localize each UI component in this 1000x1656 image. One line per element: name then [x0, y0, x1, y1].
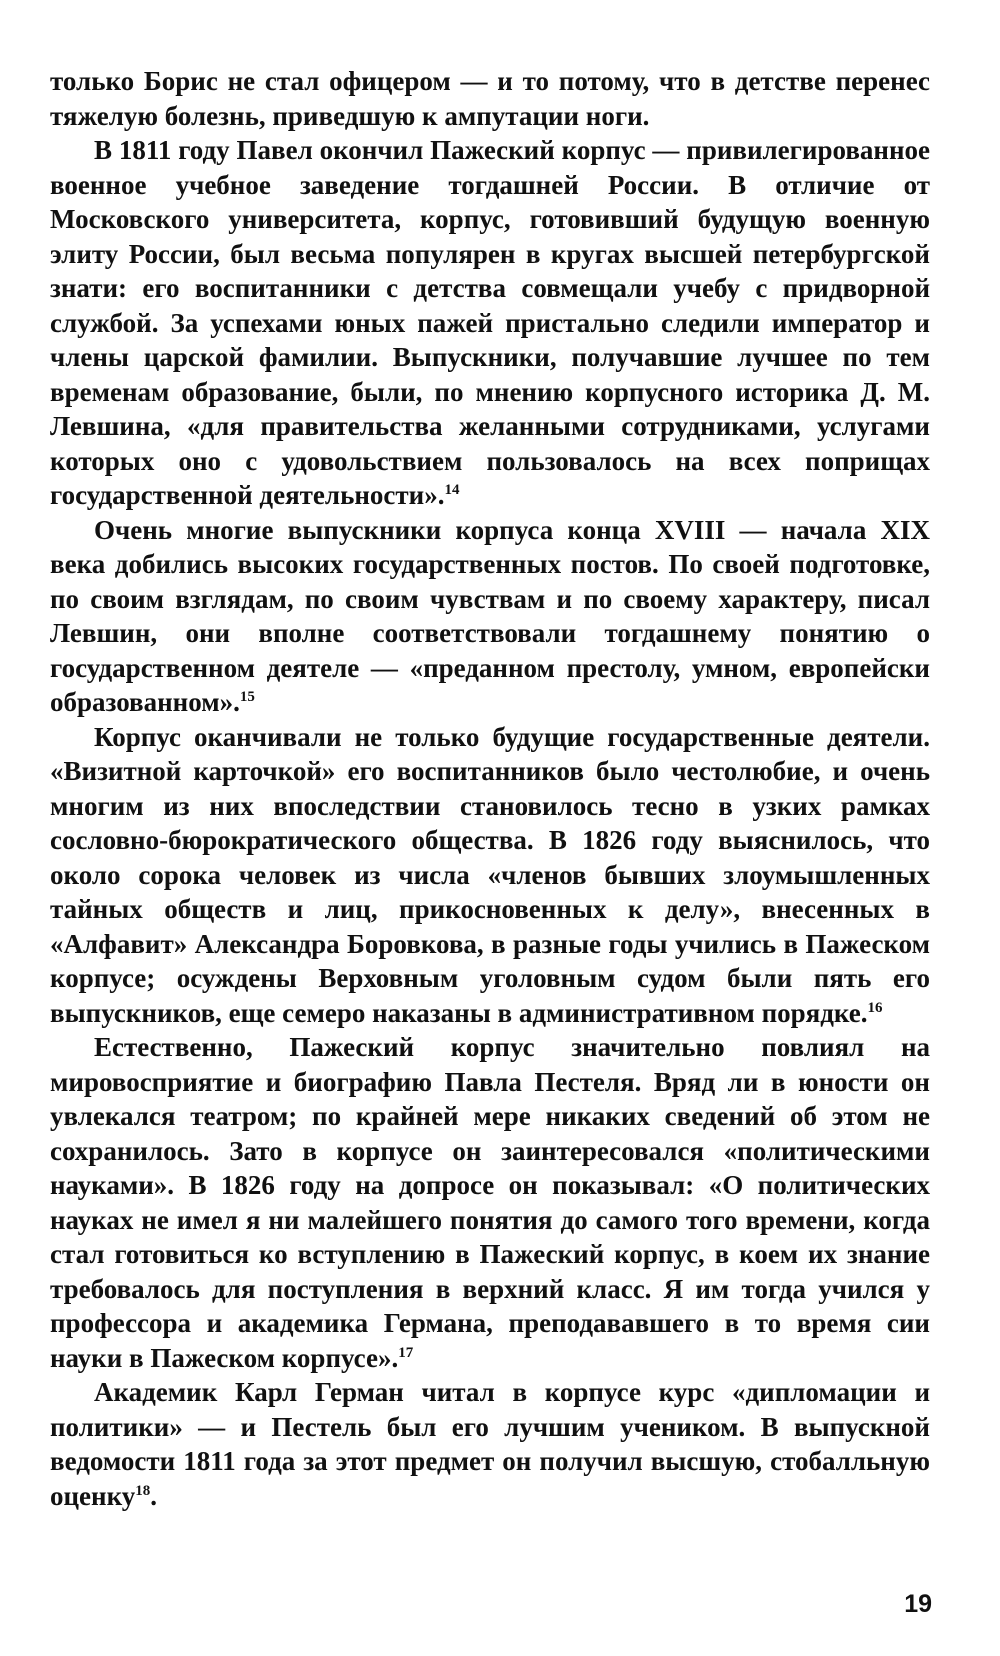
paragraph-text: Академик Карл Герман читал в корпусе курс «дипломации и политики» — и Пестель был его лучшим учеником. В выпускной ведомости 1811 года за этот предмет он получил высшую, стобалльную оценку — [50, 1377, 930, 1511]
paragraph — [50, 1375, 930, 1513]
paragraph — [50, 1030, 930, 1375]
footnote-ref: 16 — [867, 999, 883, 1016]
paragraph-text: Корпус оканчивали не только будущие государственные деятели. «Визитной карточкой» его воспитанников было честолюбие, и очень многим из них впоследствии становилось тесно в узких рамках сословно-бюрократического общества. В 1826 году выяснилось, что около сорока человек из числа «членов бывших злоумышленных тайных обществ и лиц, прикосновенных к делу», внесенных в «Алфавит» Александра Боровкова, в разные годы учились в Пажеском корпусе; осуждены Верховным уголовным судом были пять его выпускников, еще семеро наказаны в административном порядке. — [50, 721, 930, 1028]
paragraph — [50, 133, 930, 513]
footnote-ref: 17 — [398, 1344, 414, 1361]
paragraph — [50, 720, 930, 1031]
paragraph-text: только Борис не стал офицером — и то потому, что в детстве перенес тяжелую болезнь, приведшую к ампутации ноги. — [50, 66, 930, 131]
paragraph-continuation — [50, 64, 930, 133]
paragraph-text: Естественно, Пажеский корпус значительно повлиял на мировосприятие и биографию Павла Пестеля. Вряд ли в юности он увлекался театром; по крайней мере никаких сведений об этом не сохранилось. Зато в корпусе он заинтересовался «политическими науками». В 1826 году на допросе он показывал: «О политических науках не имел я ни малейшего понятия до самого того времени, когда стал готовиться ко вступлению в Пажеский корпус, в коем их знание требовалось для поступления в верхний класс. Я им тогда учился у профессора и академика Германа, преподававшего в то время сии науки в Пажеском корпусе». — [50, 1032, 930, 1373]
paragraph — [50, 513, 930, 720]
footnote-ref: 18 — [135, 1482, 151, 1499]
paragraph-tail: . — [150, 1480, 158, 1511]
book-page — [50, 64, 930, 1513]
paragraph-text: Очень многие выпускники корпуса конца XVIII — начала XIX века добились высоких государственных постов. По своей подготовке, по своим взглядам, по своим чувствам и по своему характеру, писал Левшин, они вполне соответствовали тогдашнему понятию о государственном деятеле — «преданном престолу, умном, европейски образованном». — [50, 514, 930, 717]
footnote-ref: 15 — [239, 689, 255, 705]
footnote-ref: 14 — [444, 482, 460, 498]
page-number: 19 — [904, 1590, 932, 1618]
paragraph-text: В 1811 году Павел окончил Пажеский корпус — привилегированное военное учебное заведение тогдашней России. В отличие от Московского университета, корпус, готовивший будущую военную элиту России, был весьма популярен в кругах высшей петербургской знати: его воспитанники с детства совмещали учебу с придворной службой. За успехами юных пажей пристально следили император и члены царской фамилии. Выпускники, получавшие лучшее по тем временам образование, были, по мнению корпусного историка Д. М. Левшина, «для правительства желанными сотрудниками, услугами которых оно с удовольствием пользовалось на всех поприщах государственной деятельности». — [50, 135, 930, 510]
